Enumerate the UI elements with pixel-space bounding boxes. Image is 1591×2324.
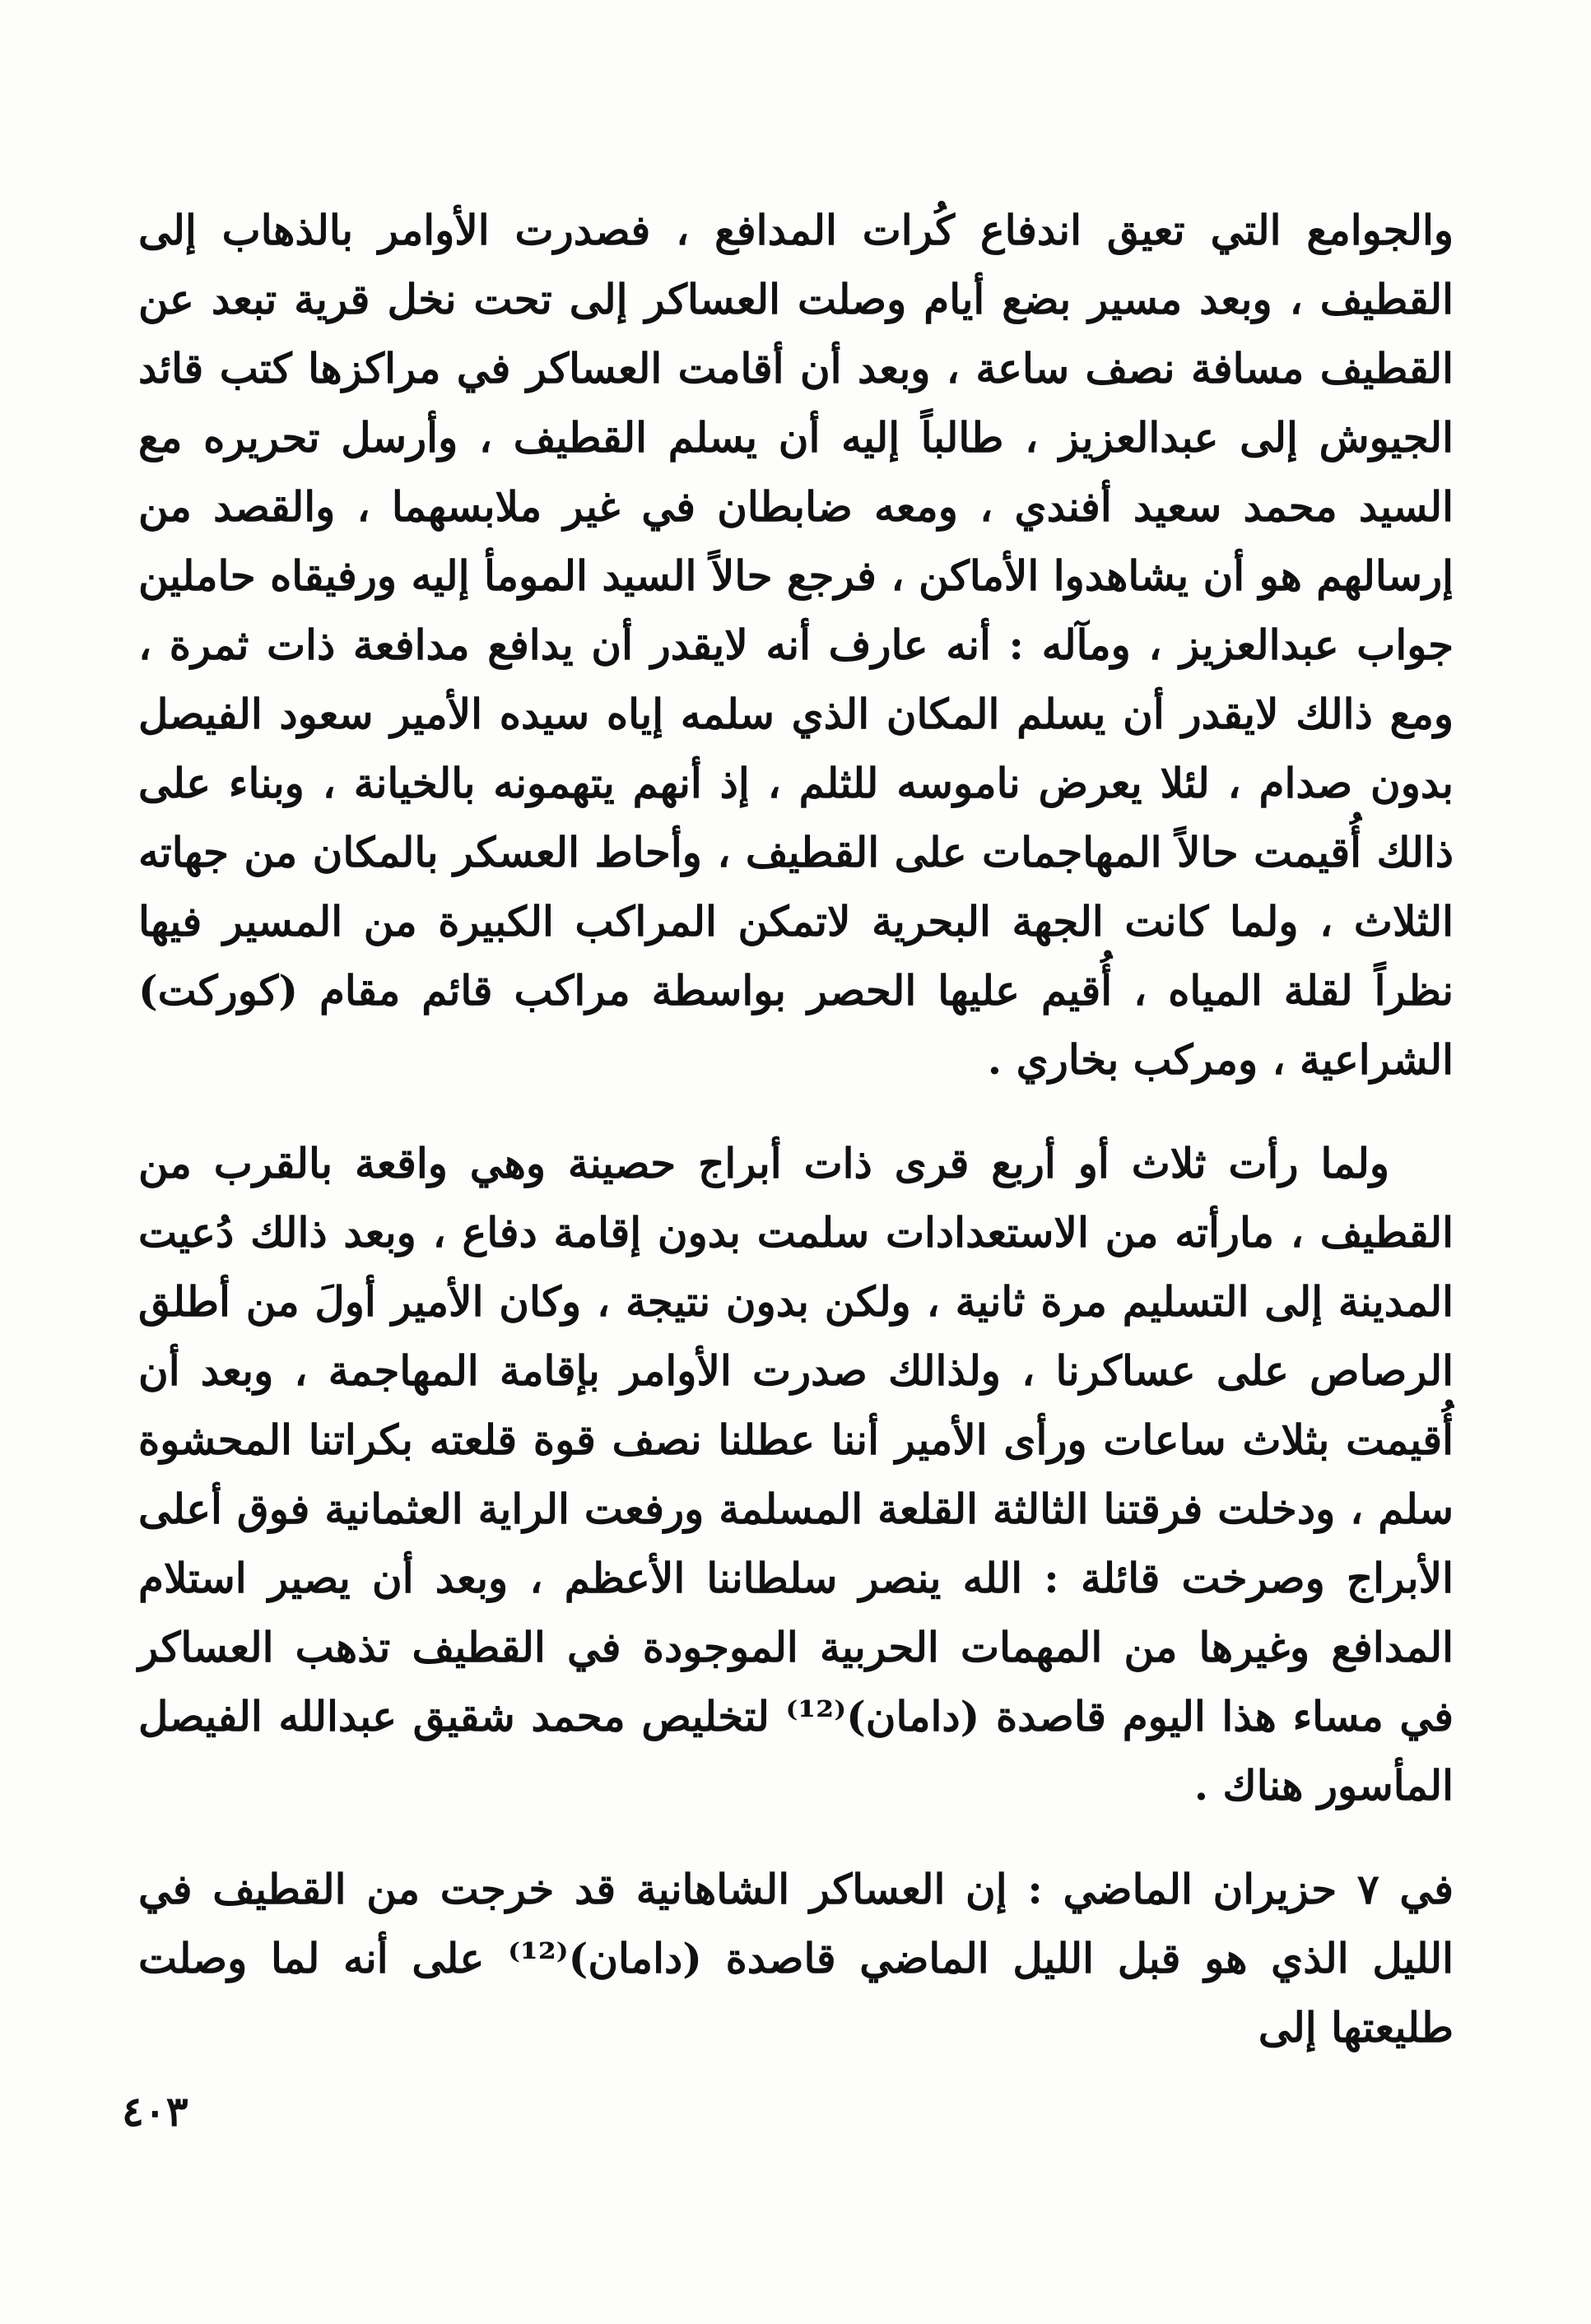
- paragraph-1: والجوامع التي تعيق اندفاع كُرات المدافع ، فصدرت الأوامر بالذهاب إلى القطيف ، وبعد مسير بضع أيام وصلت العساكر إلى تحت نخل قرية تبعد عن القطيف مسافة نصف ساعة ، وبعد أن أقامت العساكر في مراكزها كتب قائد الجيوش إلى عبدالعزيز ، طالباً إليه أن يسلم القطيف ، وأرسل تحريره مع السيد محمد سعيد أفندي ، ومعه ضابطان في غير ملابسهما ، والقصد من إرسالهم هو أن يشاهدوا الأماكن ، فرجع حالاً السيد المومأ إليه ورفيقاه حاملين جواب عبدالعزيز ، ومآله : أنه عارف أنه لايقدر أن يدافع مدافعة ذات ثمرة ، ومع ذالك لايقدر أن يسلم المكان الذي سلمه إياه سيده الأمير سعود الفيصل بدون صدام ، لئلا يعرض ناموسه للثلم ، إذ أنهم يتهمونه بالخيانة ، وبناء على ذالك أُقيمت حالاً المهاجمات على القطيف ، وأحاط العسكر بالمكان من جهاته الثلاث ، ولما كانت الجهة البحرية لاتمكن المراكب الكبيرة من المسير فيها نظراً لقلة المياه ، أُقيم عليها الحصر بواسطة مراكب قائم مقام (كوركت) الشراعية ، ومركب بخاري .: [138, 206, 1454, 1084]
- body-text: [138, 196, 1454, 2062]
- page-number: ٤٠٣: [122, 2087, 188, 2136]
- paragraph-3: في ٧ حزيران الماضي : إن العساكر الشاهانية قد خرجت من القطيف في الليل الذي هو قبل الليل الماضي قاصدة (دامان)⁽¹²⁾ على أنه لما وصلت طليعتها إلى: [138, 1865, 1454, 2052]
- paragraph-2: ولما رأت ثلاث أو أربع قرى ذات أبراج حصينة وهي واقعة بالقرب من القطيف ، مارأته من الاستعدادات سلمت بدون إقامة دفاع ، وبعد ذالك دُعيت المدينة إلى التسليم مرة ثانية ، ولكن بدون نتيجة ، وكان الأمير أولَ من أطلق الرصاص على عساكرنا ، ولذالك صدرت الأوامر بإقامة المهاجمة ، وبعد أن أُقيمت بثلاث ساعات ورأى الأمير أننا عطلنا نصف قوة قلعته بكراتنا المحشوة سلم ، ودخلت فرقتنا الثالثة القلعة المسلمة ورفعت الراية العثمانية فوق أعلى الأبراج وصرخت قائلة : الله ينصر سلطاننا الأعظم ، وبعد أن يصير استلام المدافع وغيرها من المهمات الحربية الموجودة في القطيف تذهب العساكر في مساء هذا اليوم قاصدة (دامان)⁽¹²⁾ لتخليص محمد شقيق عبدالله الفيصل المأسور هناك .: [138, 1139, 1454, 1810]
